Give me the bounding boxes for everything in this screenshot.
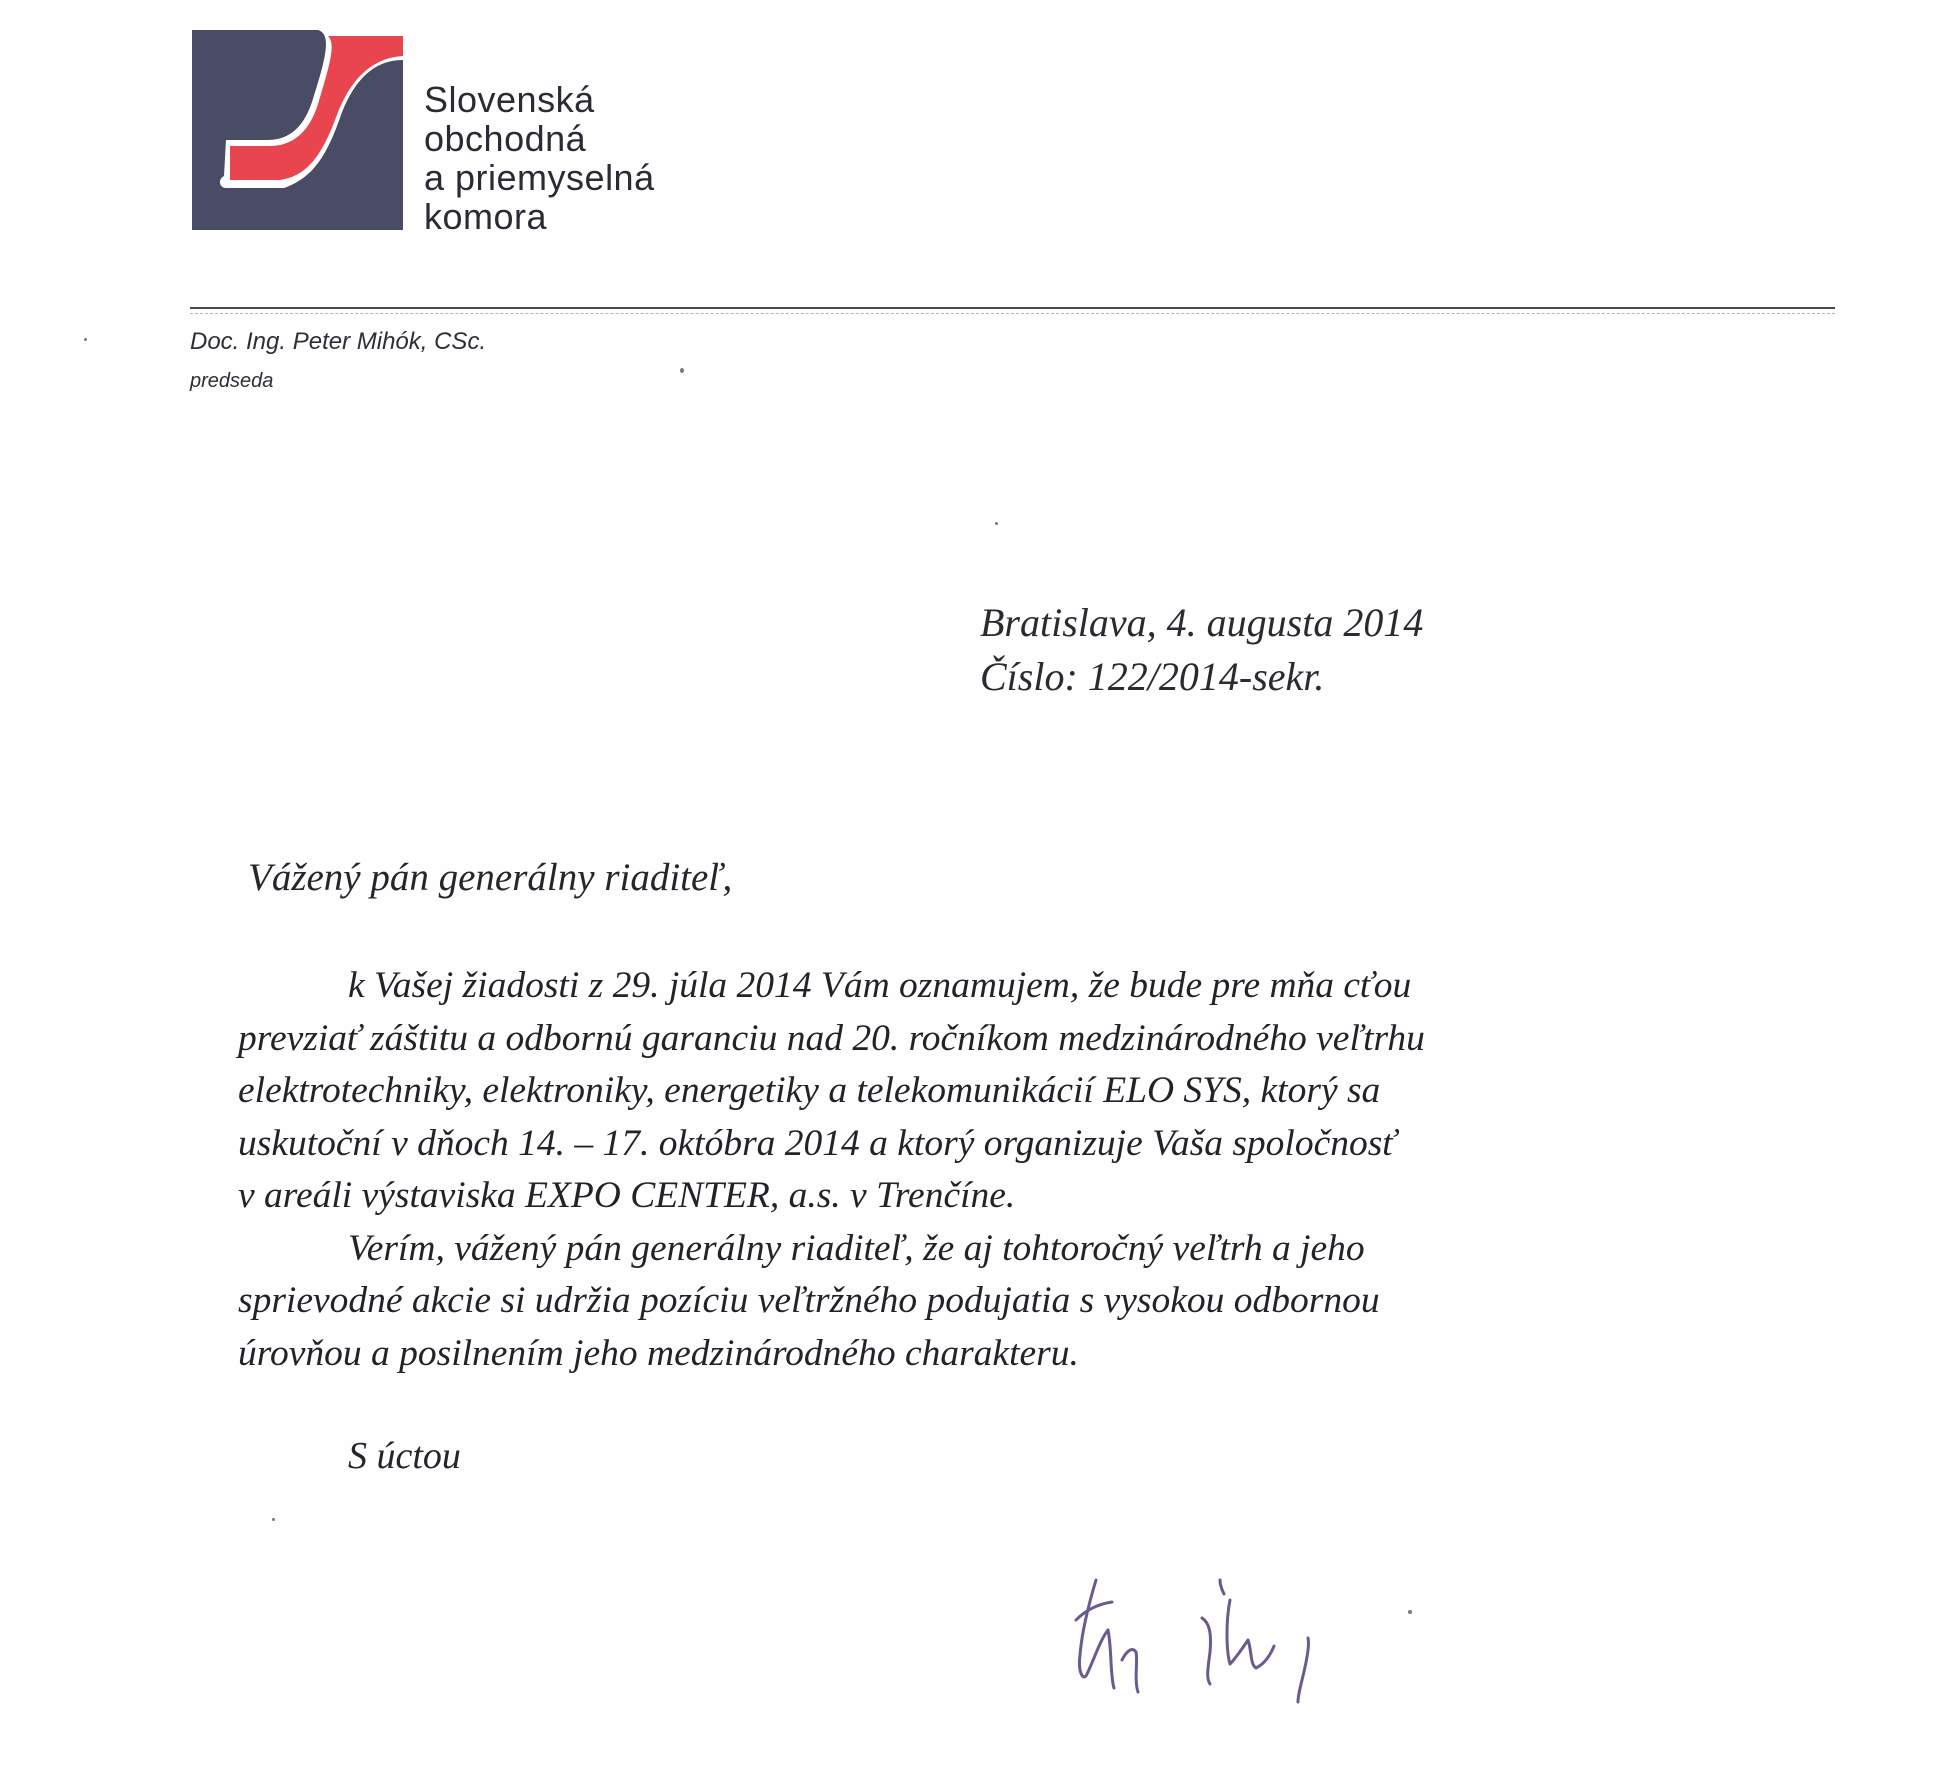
letterhead-divider-shadow <box>190 313 1835 314</box>
organization-name <box>424 80 655 236</box>
paper-speck <box>995 522 998 525</box>
body-line: k Vašej žiadosti z 29. júla 2014 Vám oznamujem, že bude pre mňa cťou <box>348 965 1412 1006</box>
handwritten-signature-icon <box>1060 1560 1350 1710</box>
letter-body <box>238 960 1678 1380</box>
letter-meta <box>980 596 1423 704</box>
letterhead-divider <box>190 307 1835 309</box>
sender-name: Doc. Ing. Peter Mihók, CSc. <box>190 328 487 355</box>
org-name-line: a priemyselná <box>424 157 655 198</box>
place-date: Bratislava, 4. augusta 2014 <box>980 600 1424 645</box>
body-line: úrovňou a posilnením jeho medzinárodného charakteru. <box>238 1332 1079 1374</box>
body-line: Verím, vážený pán generálny riaditeľ, že aj tohtoročný veľtrh a jeho <box>348 1227 1365 1269</box>
body-line: prevziať záštitu a odbornú garanciu nad 20. ročníkom medzinárodného veľtrhu <box>238 1017 1425 1059</box>
reference-number: Číslo: 122/2014-sekr. <box>980 654 1325 699</box>
chamber-logo-icon <box>192 30 403 230</box>
paper-speck <box>1408 1610 1412 1614</box>
body-line: elektrotechniky, elektroniky, energetiky a telekomunikácií ELO SYS, ktorý sa <box>238 1070 1381 1111</box>
paper-speck <box>272 1518 275 1521</box>
body-line: uskutoční v dňoch 14. – 17. októbra 2014 a ktorý organizuje Vaša spoločnosť <box>238 1122 1396 1164</box>
paper-speck <box>680 368 684 373</box>
sender-role: predseda <box>190 370 274 392</box>
body-line: v areáli výstaviska EXPO CENTER, a.s. v Trenčíne. <box>238 1175 1016 1216</box>
org-name-line: Slovenská <box>424 79 595 120</box>
org-name-line: komora <box>424 196 548 237</box>
body-line: sprievodné akcie si udržia pozíciu veľtržného podujatia s vysokou odbornou <box>238 1280 1380 1321</box>
org-name-line: obchodná <box>424 118 587 159</box>
closing: S úctou <box>348 1435 461 1477</box>
salutation: Vážený pán generálny riaditeľ, <box>248 856 733 899</box>
paper-speck <box>84 338 87 341</box>
